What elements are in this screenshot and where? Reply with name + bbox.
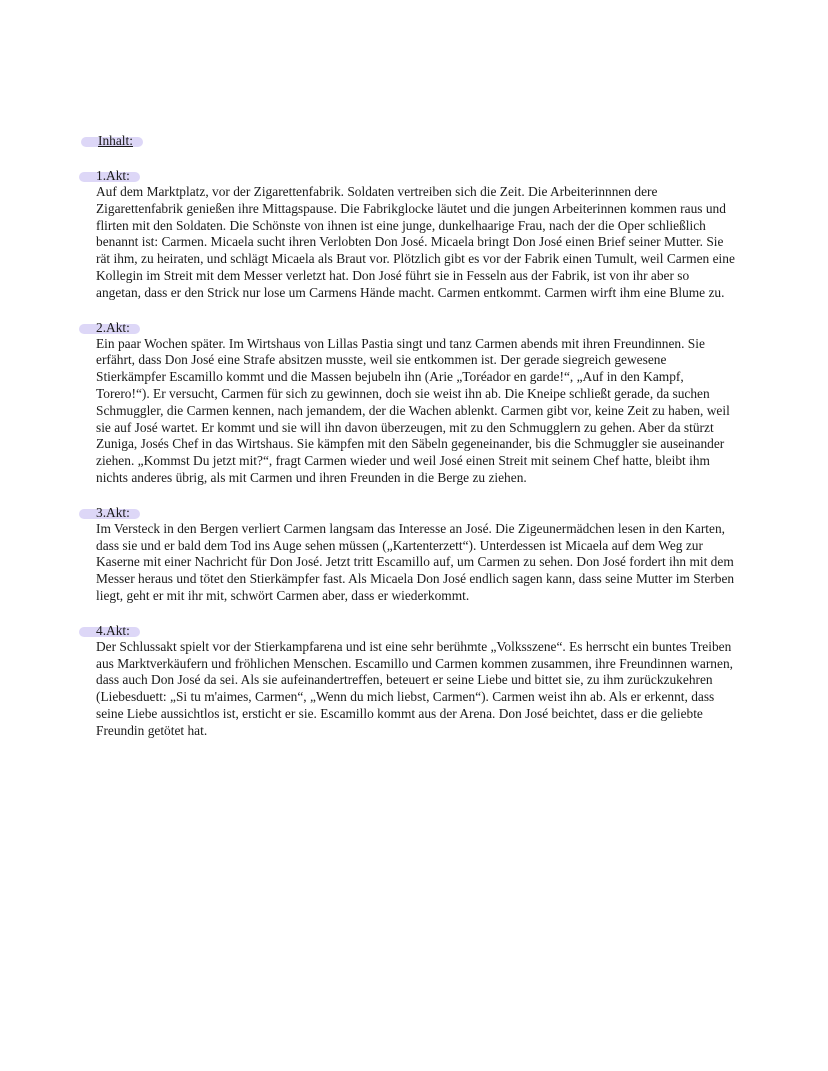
act-heading — [96, 319, 130, 336]
act-section-2 — [96, 319, 736, 487]
act-paragraph: Der Schlussakt spielt vor der Stierkampfarena und ist eine sehr berühmte „Volksszene“. Es herrscht ein buntes Treiben aus Marktverkäufern und fröhlichen Menschen. Escamillo und Carmen kommen zusammen, ihre Freundinnen warnen, dass auch Don José da sei. Als sie aufeinandertreffen, beteuert er seine Liebe und bittet sie, zu ihm zurückzukehren (Liebesduett: „Si tu m'aimes, Carmen“, „Wenn du mich liebst, Carmen“). Carmen weist ihn ab. Als er erkennt, dass seine Liebe aussichtlos ist, ersticht er sie. Escamillo kommt aus der Arena. Don José beichtet, dass er die geliebte Freundin getötet hat. — [96, 638, 733, 738]
act-heading — [96, 622, 130, 639]
act-section-1 — [96, 167, 736, 302]
act-section-4 — [96, 622, 736, 740]
act-paragraph: Ein paar Wochen später. Im Wirtshaus von Lillas Pastia singt und tanz Carmen abends mit ihren Freundinnen. Sie erfährt, dass Don José eine Strafe absitzen musste, weil sie entkommen ist. Der gerade siegreich gewesene Stierkämpfer Escamillo kommt und die Massen bejubeln ihn (Arie „Toréador en garde!“, „Auf in den Kampf, Torero!“). Er versucht, Carmen für sich zu gewinnen, doch sie weist ihn ab. Die Kneipe schließt gerade, da suchen Schmuggler, die Carmen kennen, nach jemandem, der die Wachen ablenkt. Carmen gibt vor, keine Zeit zu haben, weil sie auf José wartet. Er kommt und sie will ihn davon überzeugen, mit zu den Schmugglern zu gehen. Aber da stürzt Zuniga, Josés Chef in das Wirtshaus. Sie kämpfen mit den Säbeln gegeneinander, bis die Schmuggler sie auseinander ziehen. „Kommst Du jetzt mit?“, fragt Carmen wieder und weil José einen Streit mit seinem Chef hatte, bleibt ihm nichts anderes übrig, als mit Carmen und ihren Freunden in die Berge zu ziehen. — [96, 335, 730, 485]
act-heading — [96, 504, 130, 521]
act-section-3 — [96, 504, 736, 605]
act-title: 2.Akt: — [96, 319, 130, 335]
act-title: 1.Akt: — [96, 168, 130, 183]
document-page — [96, 132, 736, 757]
act-title: 3.Akt: — [96, 504, 130, 520]
act-title: 4.Akt: — [96, 622, 130, 638]
contents-heading-text: Inhalt: — [98, 133, 133, 148]
act-paragraph: Im Versteck in den Bergen verliert Carmen langsam das Interesse an José. Die Zigeunermädchen lesen in den Karten, dass sie und er bald dem Tod ins Auge sehen müssen („Kartenterzett“). Unterdessen ist Micaela auf dem Weg zur Kaserne mit einer Nachricht für Don José. Jetzt tritt Escamillo auf, um Carmen zu sehen. Don José fordert ihn mit dem Messer heraus und tötet den Stierkämpfer fast. Als Micaela Don José endlich sagen kann, dass seine Mutter im Sterben liegt, geht er mit ihr mit, schwört Carmen aber, dass er wiederkommt. — [96, 520, 735, 603]
act-heading — [96, 167, 130, 184]
contents-heading — [98, 132, 133, 149]
act-paragraph: Auf dem Marktplatz, vor der Zigarettenfabrik. Soldaten vertreiben sich die Zeit. Die Arbeiterinnnen dere Zigarettenfabrik genießen ihre Mittagspause. Die Fabrikglocke läutet und die jungen Arbeiterinnen kommen raus und flirten mit den Soldaten. Die Schönste von ihnen ist eine junge, dunkelhaarige Frau, nach der die Oper schließlich benannt ist: Carmen. Micaela sucht ihren Verlobten Don José. Micaela bringt Don José einen Brief seiner Mutter. Sie rät ihm, zu heiraten, und schlägt Micaela als Braut vor. Plötzlich gibt es vor der Fabrik einen Tumult, weil Carmen eine Kollegin im Streit mit dem Messer verletzt hat. Don José führt sie in Fesseln aus der Fabrik, ist von ihr aber so angetan, dass er den Strick nur lose um Carmens Hände macht. Carmen entkommt. Carmen wirft ihm eine Blume zu. — [96, 184, 735, 300]
